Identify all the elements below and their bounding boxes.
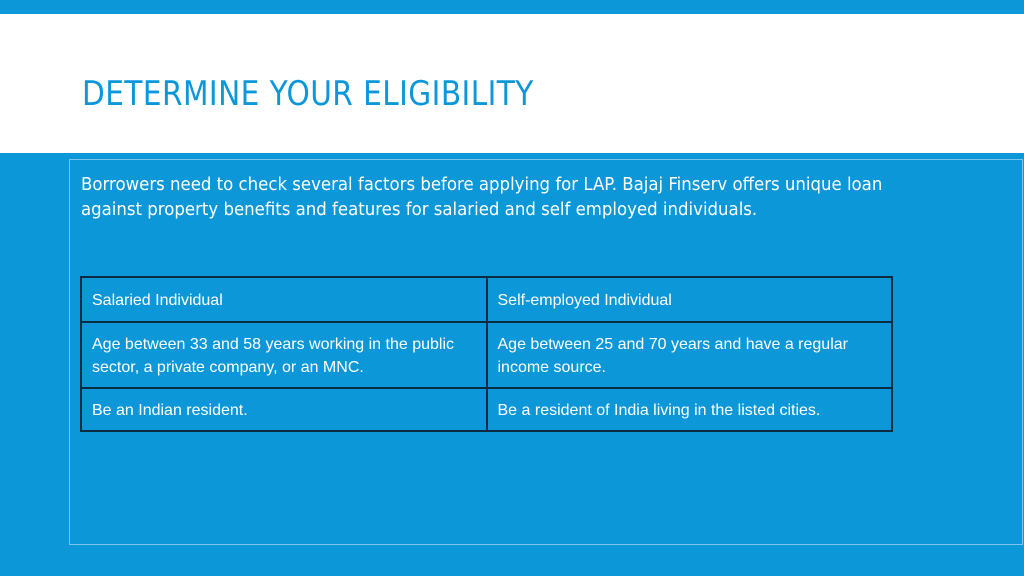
cell-self-employed-residence: Be a resident of India living in the listed cities.: [487, 388, 893, 431]
cell-salaried-residence: Be an Indian resident.: [81, 388, 487, 431]
header-self-employed: Self-employed Individual: [487, 277, 893, 322]
intro-line-1: Borrowers need to check several factors before applying for LAP. Bajaj Finserv offers unique loan: [81, 174, 883, 195]
header-salaried: Salaried Individual: [81, 277, 487, 322]
cell-salaried-age: Age between 33 and 58 years working in the public sector, a private company, or an MNC.: [81, 322, 487, 388]
cell-self-employed-age: Age between 25 and 70 years and have a regular income source.: [487, 322, 893, 388]
table-row: [81, 322, 892, 388]
slide-title: DETERMINE YOUR ELIGIBILITY: [82, 74, 534, 114]
intro-paragraph: [81, 172, 946, 222]
eligibility-table: [80, 276, 893, 432]
intro-line-2: against property benefits and features for salaried and self employed individuals.: [81, 199, 758, 220]
table-row: [81, 388, 892, 431]
table-header-row: [81, 277, 892, 322]
top-accent-bar: [0, 0, 1024, 14]
